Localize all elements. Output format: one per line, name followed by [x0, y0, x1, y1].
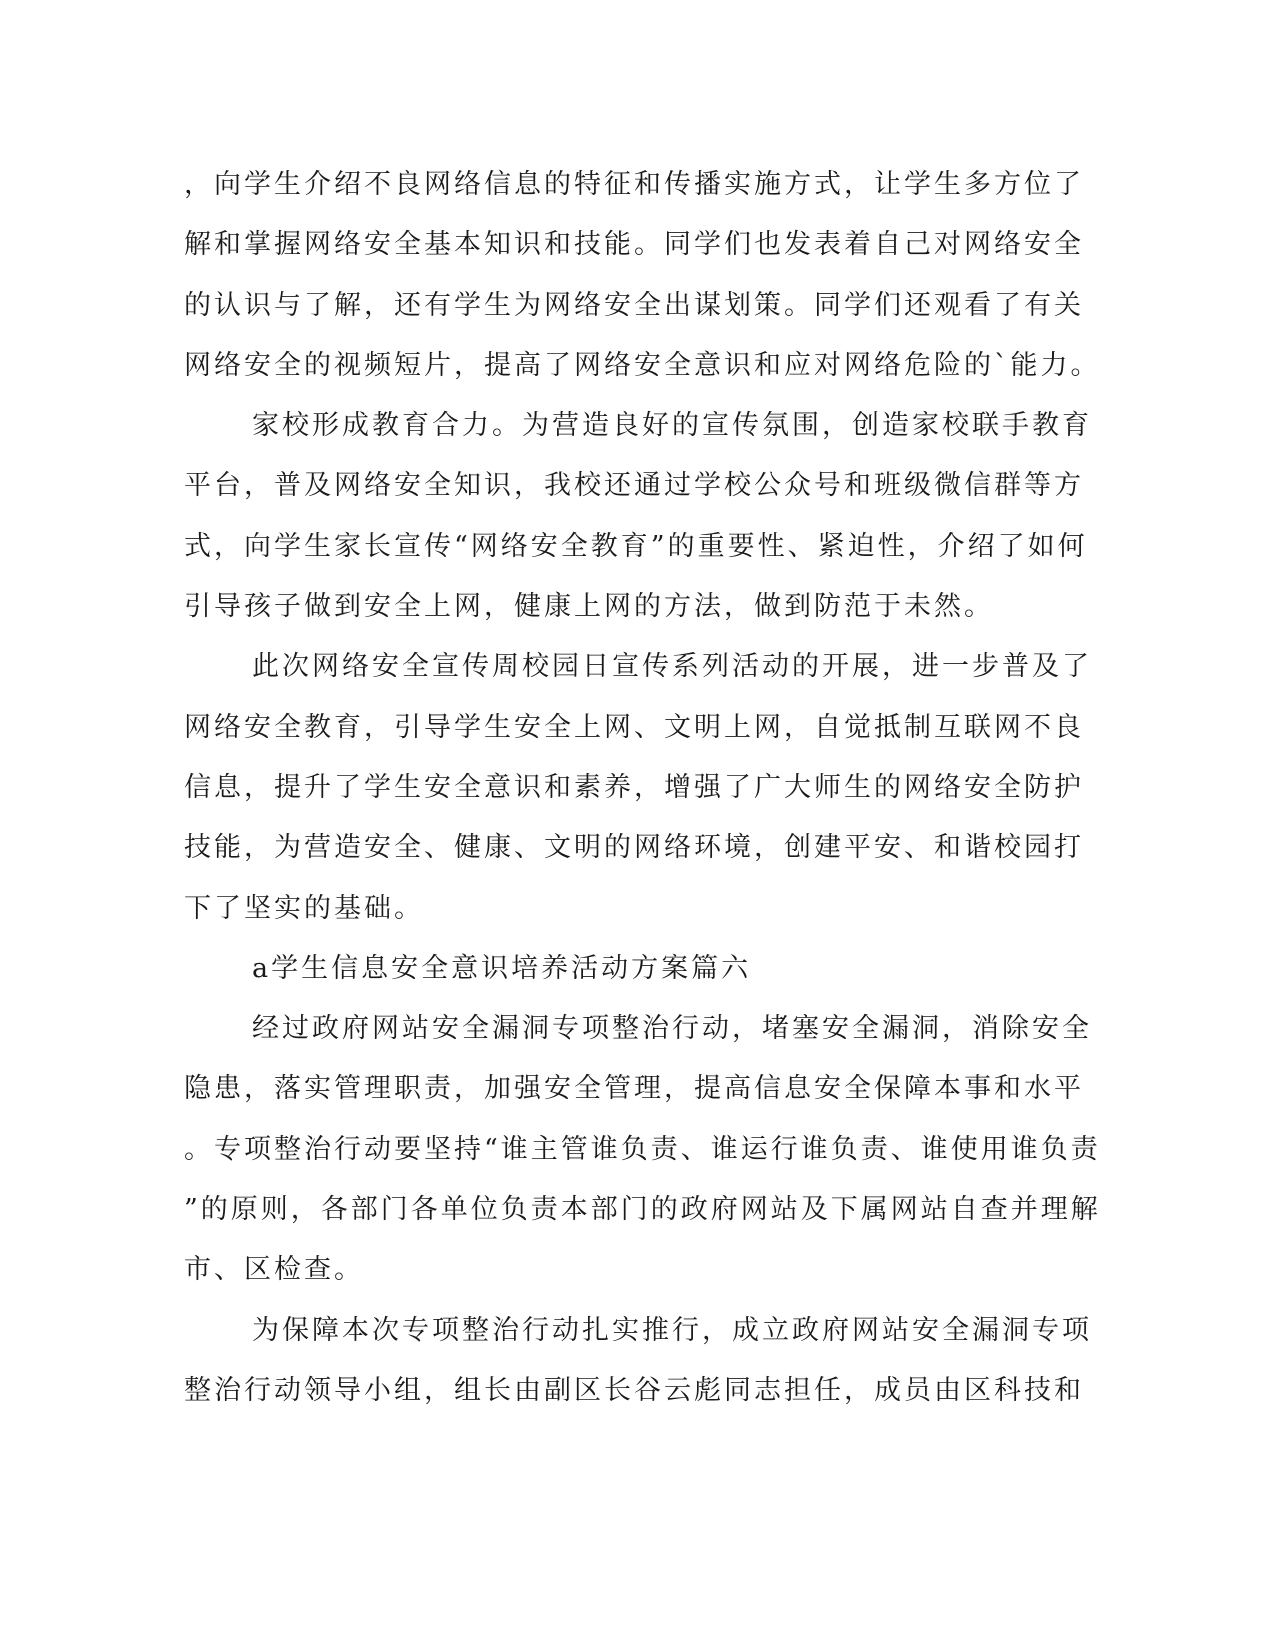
text-line: 整治行动领导小组，组长由副区长谷云彪同志担任，成员由区科技和	[184, 1374, 1084, 1406]
text-line: 技能，为营造安全、健康、文明的网络环境，创建平安、和谐校园打	[184, 832, 1084, 864]
document-body	[184, 155, 1101, 1421]
text-line: 网络安全教育，引导学生安全上网、文明上网，自觉抵制互联网不良	[184, 711, 1084, 743]
text-line: 的认识与了解，还有学生为网络安全出谋划策。同学们还观看了有关	[184, 289, 1084, 321]
text-line: 市、区检查。	[184, 1254, 364, 1286]
text-line: 引导孩子做到安全上网，健康上网的方法，做到防范于未然。	[184, 591, 994, 623]
text-line: 平台，普及网络安全知识，我校还通过学校公众号和班级微信群等方	[184, 470, 1084, 502]
text-line: 下了坚实的基础。	[184, 892, 424, 924]
section-heading: a学生信息安全意识培养活动方案篇六	[252, 952, 752, 984]
text-line: 。专项整治行动要坚持“谁主管谁负责、谁运行谁负责、谁使用谁负责	[184, 1133, 1101, 1165]
paragraph-start-line: 经过政府网站安全漏洞专项整治行动，堵塞安全漏洞，消除安全	[252, 1013, 1092, 1045]
text-line: 解和掌握网络安全基本知识和技能。同学们也发表着自己对网络安全	[184, 229, 1084, 261]
text-line: 式，向学生家长宣传“网络安全教育”的重要性、紧迫性，介绍了如何	[184, 530, 1088, 562]
text-line: ，向学生介绍不良网络信息的特征和传播实施方式，让学生多方位了	[184, 169, 1084, 200]
text-line: 隐患，落实管理职责，加强安全管理，提高信息安全保障本事和水平	[184, 1073, 1084, 1105]
paragraph-start-line: 家校形成教育合力。为营造良好的宣传氛围，创造家校联手教育	[252, 410, 1092, 442]
paragraph-start-line: 为保障本次专项整治行动扎实推行，成立政府网站安全漏洞专项	[252, 1314, 1092, 1346]
text-line: ”的原则，各部门各单位负责本部门的政府网站及下属网站自查并理解	[184, 1194, 1101, 1226]
paragraph-start-line: 此次网络安全宣传周校园日宣传系列活动的开展，进一步普及了	[252, 651, 1092, 683]
text-line: 信息，提升了学生安全意识和素养，增强了广大师生的网络安全防护	[184, 771, 1084, 803]
text-line: 网络安全的视频短片，提高了网络安全意识和应对网络危险的`能力。	[184, 349, 1101, 381]
